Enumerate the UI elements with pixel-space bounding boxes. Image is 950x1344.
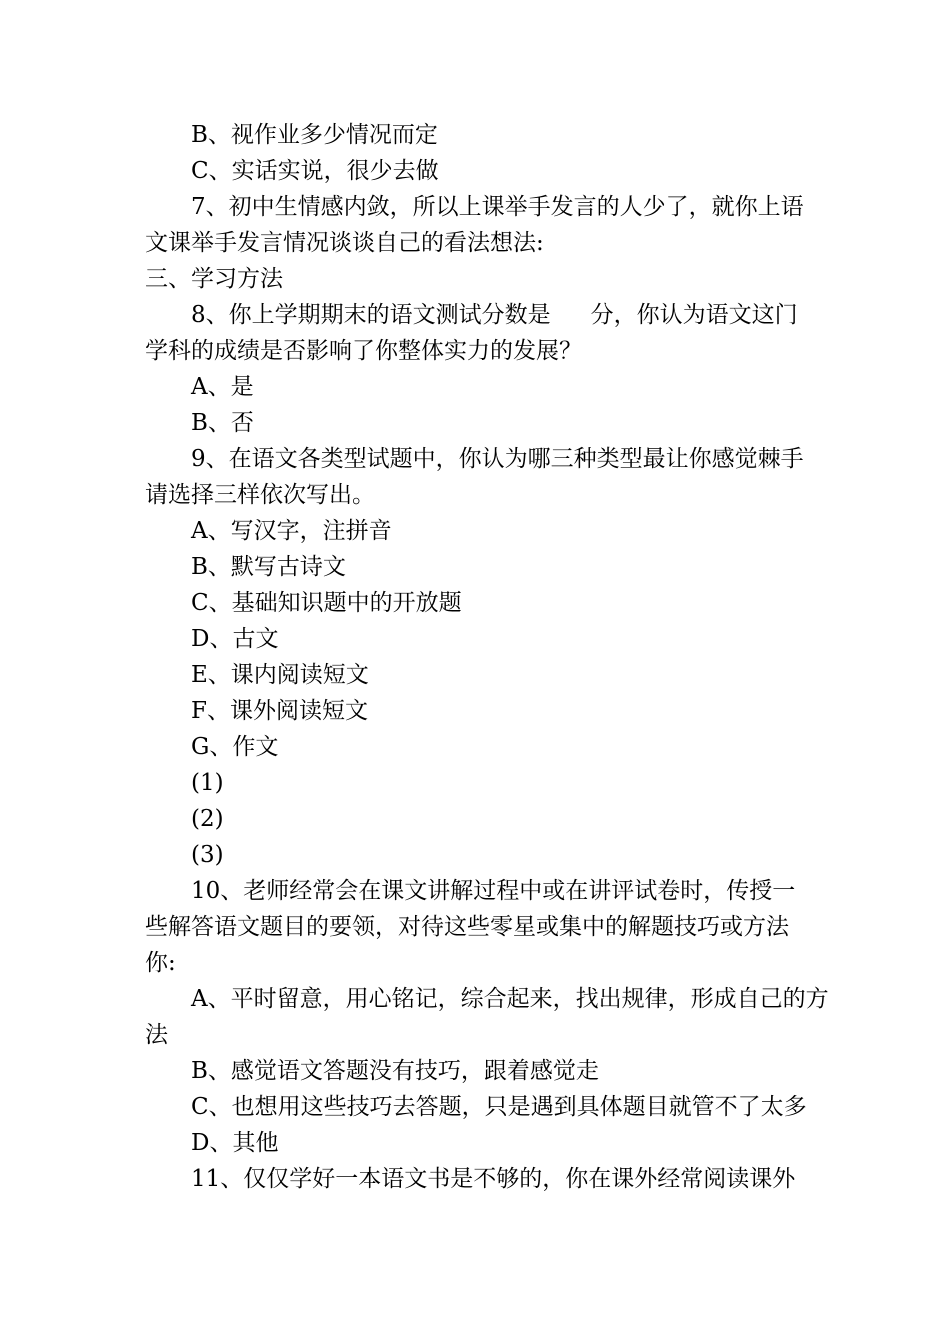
q10-option-d: D、其他 [191,1130,279,1156]
q9-option-f: F、课外阅读短文 [191,698,368,724]
q9-option-a: A、写汉字，注拼音 [191,518,392,544]
q10-option-b: B、感觉语文答题没有技巧，跟着感觉走 [191,1058,599,1084]
q10-option-a-line-1: A、平时留意，用心铭记，综合起来，找出规律，形成自己的方 [191,986,829,1012]
q9-option-b: B、默写古诗文 [191,554,346,580]
q10-option-a-line-2: 法 [145,1022,168,1048]
question-8-line-2: 学科的成绩是否影响了你整体实力的发展？ [145,338,582,364]
q8-option-b: B、否 [191,410,254,436]
question-8-prefix: 8、你上学期期末的语文测试分数是 [191,302,551,328]
question-8-suffix: 分，你认为语文这门 [590,302,798,328]
q9-option-c: C、基础知识题中的开放题 [191,590,462,616]
q9-option-e: E、课内阅读短文 [191,662,369,688]
q10-option-c: C、也想用这些技巧去答题，只是遇到具体题目就管不了太多 [191,1094,807,1120]
q8-option-a: A、是 [191,374,254,400]
q6-option-c: C、实话实说，很少去做 [191,158,439,184]
question-7-line-2: 文课举手发言情况谈谈自己的看法想法: [145,230,544,256]
question-7-line-1: 7、初中生情感内敛，所以上课举手发言的人少了，就你上语 [191,194,804,220]
section-heading-3: 三、学习方法 [145,266,283,292]
question-9-line-1: 9、在语文各类型试题中，你认为哪三种类型最让你感觉棘手 [191,446,804,472]
question-8-line-1 [145,297,810,333]
q9-answer-2: (2) [191,806,224,832]
q9-answer-3: (3) [191,842,224,868]
question-10-line-2: 些解答语文题目的要领，对待这些零星或集中的解题技巧或方法 [145,914,789,940]
q9-option-d: D、古文 [191,626,279,652]
question-9-line-2: 请选择三样依次写出。 [145,482,375,508]
q6-option-b: B、视作业多少情况而定 [191,122,438,148]
question-10-line-1: 10、老师经常会在课文讲解过程中或在讲评试卷时，传授一 [191,878,796,904]
q9-option-g: G、作文 [191,734,279,760]
question-10-line-3: 你: [145,950,176,976]
document-body [145,117,829,1197]
question-11-line-1: 11、仅仅学好一本语文书是不够的，你在课外经常阅读课外 [191,1166,796,1192]
q9-answer-1: (1) [191,770,224,796]
